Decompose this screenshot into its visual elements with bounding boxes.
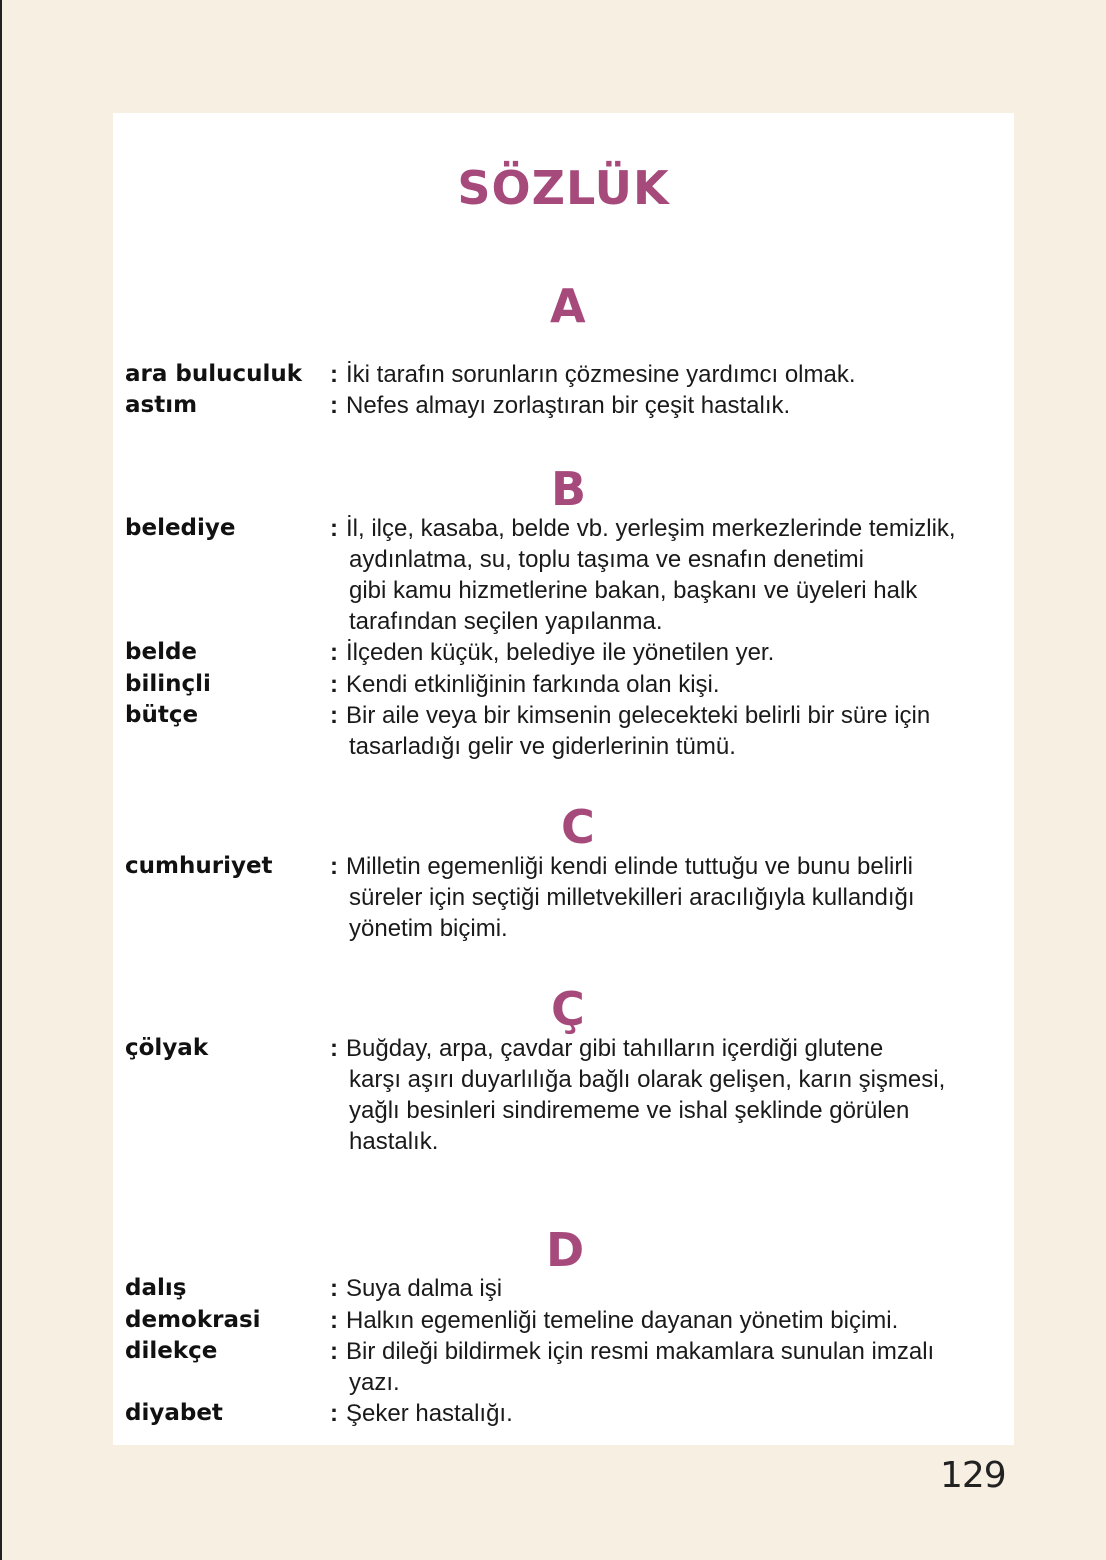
glossary-panel: [113, 113, 1014, 1445]
entry-term: çölyak: [125, 1035, 209, 1061]
definition-line: İki tarafın sorunların çözmesine yardımcı olmak.: [346, 361, 856, 388]
entry-term: demokrasi: [125, 1307, 261, 1333]
entry-term: bütçe: [125, 702, 199, 728]
definition-line: süreler için seçtiği milletvekilleri aracılığıyla kullandığı: [349, 884, 915, 911]
entry-separator: :: [330, 1338, 338, 1365]
definition-line: Buğday, arpa, çavdar gibi tahılların içerdiği glutene: [346, 1035, 884, 1062]
page-title: SÖZLÜK: [457, 161, 670, 215]
entry-definition: [346, 359, 1011, 390]
entry-separator: :: [330, 1035, 338, 1062]
entry-separator: :: [330, 702, 338, 729]
entry-separator: :: [330, 853, 338, 880]
entry-term: ara buluculuk: [125, 361, 303, 387]
entry-definition: [346, 1305, 1011, 1336]
entry-term: diyabet: [125, 1400, 223, 1426]
entry-term: belde: [125, 639, 198, 665]
entry-definition: [346, 669, 1011, 700]
page-number: 129: [940, 1455, 1006, 1496]
section-letter-c: C: [561, 800, 595, 854]
definition-line: Şeker hastalığı.: [346, 1400, 513, 1427]
entry-separator: :: [330, 1275, 338, 1302]
definition-line: Milletin egemenliği kendi elinde tuttuğu ve bunu belirli: [346, 853, 914, 880]
definition-line: Nefes almayı zorlaştıran bir çeşit hastalık.: [346, 392, 791, 419]
definition-line: İl, ilçe, kasaba, belde vb. yerleşim merkezlerinde temizlik,: [346, 515, 956, 542]
definition-line: aydınlatma, su, toplu taşıma ve esnafın denetimi: [349, 546, 864, 573]
definition-line: tasarladığı gelir ve giderlerinin tümü.: [349, 733, 736, 760]
entry-definition: [346, 1273, 1011, 1304]
entry-definition: [346, 1033, 1011, 1157]
entry-separator: :: [330, 1307, 338, 1334]
definition-line: Kendi etkinliğinin farkında olan kişi.: [346, 671, 720, 698]
section-letter-c-cedilla: Ç: [551, 982, 585, 1036]
entry-definition: [346, 1398, 1011, 1429]
definition-line: yağlı besinleri sindirememe ve ishal şeklinde görülen: [349, 1097, 910, 1124]
entry-separator: :: [330, 361, 338, 388]
entry-definition: [346, 637, 1011, 668]
definition-line: İlçeden küçük, belediye ile yönetilen yer.: [346, 639, 775, 666]
definition-line: Halkın egemenliği temeline dayanan yönetim biçimi.: [346, 1307, 899, 1334]
section-letter-b: B: [551, 462, 587, 516]
definition-line: karşı aşırı duyarlılığa bağlı olarak gelişen, karın şişmesi,: [349, 1066, 946, 1093]
entry-term: dilekçe: [125, 1338, 218, 1364]
entry-term: dalış: [125, 1275, 187, 1301]
entry-definition: [346, 700, 1011, 762]
entry-term: bilinçli: [125, 671, 211, 697]
section-letter-d: D: [546, 1223, 585, 1277]
entry-term: cumhuriyet: [125, 853, 273, 879]
entry-separator: :: [330, 392, 338, 419]
entry-term: belediye: [125, 515, 236, 541]
entry-definition: [346, 1336, 1011, 1398]
entry-definition: [346, 513, 1011, 637]
entry-separator: :: [330, 639, 338, 666]
definition-line: gibi kamu hizmetlerine bakan, başkanı ve üyeleri halk: [349, 577, 918, 604]
entry-separator: :: [330, 671, 338, 698]
definition-line: tarafından seçilen yapılanma.: [349, 608, 663, 635]
left-edge-strip: [0, 0, 2, 1560]
definition-line: yazı.: [349, 1369, 400, 1396]
definition-line: yönetim biçimi.: [349, 915, 508, 942]
entry-separator: :: [330, 1400, 338, 1427]
entry-separator: :: [330, 515, 338, 542]
definition-line: hastalık.: [349, 1128, 439, 1155]
definition-line: Suya dalma işi: [346, 1275, 503, 1302]
section-letter-a: A: [550, 279, 586, 333]
entry-definition: [346, 851, 1011, 944]
entry-definition: [346, 390, 1011, 421]
entry-term: astım: [125, 392, 198, 418]
definition-line: Bir dileği bildirmek için resmi makamlara sunulan imzalı: [346, 1338, 935, 1365]
definition-line: Bir aile veya bir kimsenin gelecekteki belirli bir süre için: [346, 702, 931, 729]
